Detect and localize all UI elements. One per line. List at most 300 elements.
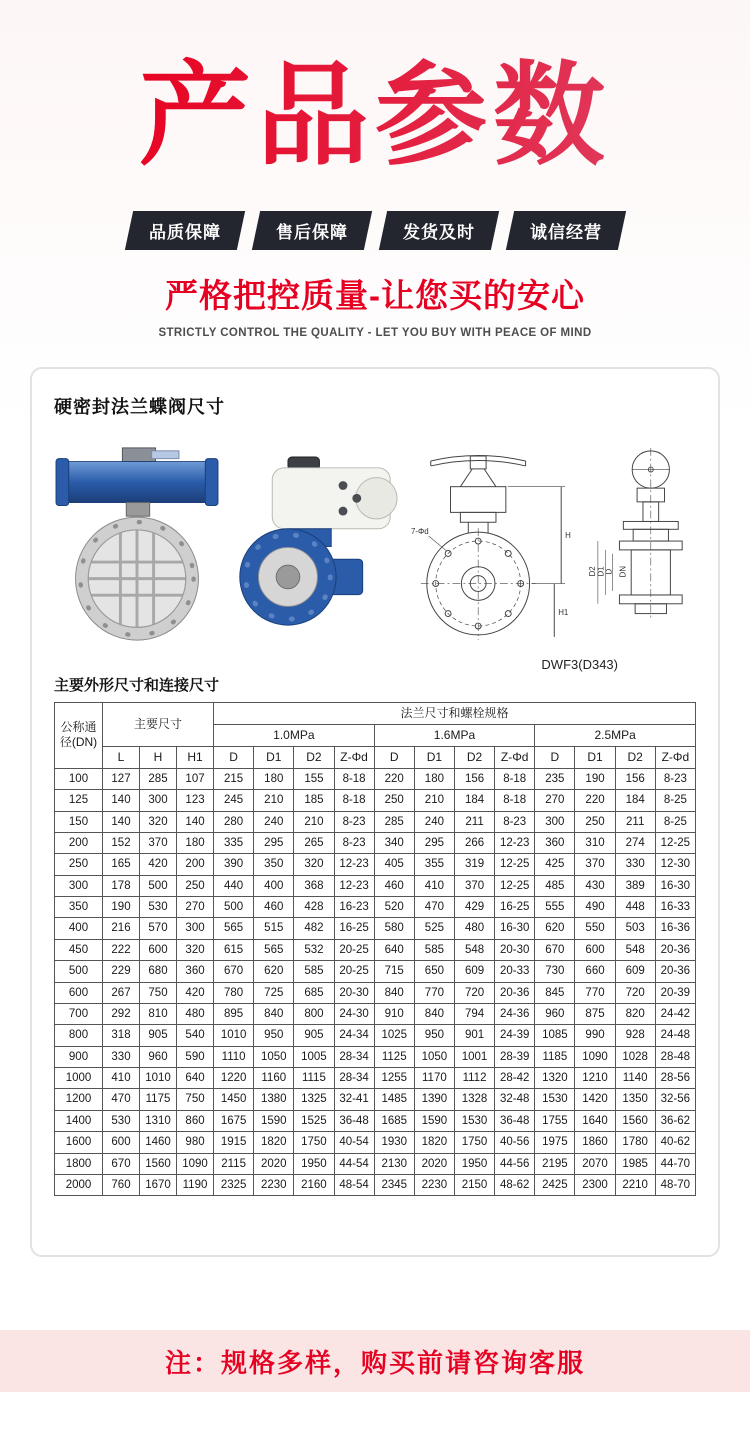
table-cell: 585 xyxy=(414,939,454,960)
table-cell: 156 xyxy=(454,768,494,789)
table-cell: 730 xyxy=(535,961,575,982)
table-cell: 16-36 xyxy=(655,918,695,939)
table-cell: 340 xyxy=(374,832,414,853)
table-cell: 211 xyxy=(454,811,494,832)
table-cell: 24-48 xyxy=(655,1025,695,1046)
table-cell: 1915 xyxy=(214,1132,254,1153)
table-cell: 1200 xyxy=(55,1089,103,1110)
table-cell: 485 xyxy=(535,875,575,896)
table-cell: 127 xyxy=(103,768,140,789)
table-cell: 670 xyxy=(103,1153,140,1174)
table-cell: 570 xyxy=(140,918,177,939)
column-header: D xyxy=(374,746,414,768)
table-cell: 2425 xyxy=(535,1174,575,1195)
table-cell: 1755 xyxy=(535,1110,575,1131)
table-cell: 895 xyxy=(214,1003,254,1024)
table-cell: 360 xyxy=(535,832,575,853)
table-cell: 24-36 xyxy=(495,1003,535,1024)
table-cell: 44-70 xyxy=(655,1153,695,1174)
table-cell: 2000 xyxy=(55,1174,103,1195)
table-cell: 503 xyxy=(615,918,655,939)
table-cell: 410 xyxy=(414,875,454,896)
table-cell: 350 xyxy=(55,897,103,918)
table-row xyxy=(55,1089,696,1110)
table-cell: 12-25 xyxy=(495,875,535,896)
bolt-note-label: 7-Φd xyxy=(411,526,429,536)
table-cell: 1590 xyxy=(414,1110,454,1131)
column-header: D2 xyxy=(454,746,494,768)
table-cell: 310 xyxy=(575,832,615,853)
table-cell: 320 xyxy=(140,811,177,832)
table-cell: 720 xyxy=(615,982,655,1003)
table-cell: 229 xyxy=(103,961,140,982)
pneumatic-valve-photo xyxy=(54,444,220,644)
table-cell: 280 xyxy=(214,811,254,832)
table-cell: 428 xyxy=(294,897,334,918)
table-cell: 1010 xyxy=(214,1025,254,1046)
table-cell: 330 xyxy=(615,854,655,875)
table-body xyxy=(55,768,696,1196)
subtitle: 严格把控质量-让您买的安心 xyxy=(165,276,585,314)
table-cell: 429 xyxy=(454,897,494,918)
table-cell: 1685 xyxy=(374,1110,414,1131)
table-cell: 20-36 xyxy=(495,982,535,1003)
table-cell: 44-54 xyxy=(334,1153,374,1174)
table-cell: 48-70 xyxy=(655,1174,695,1195)
table-cell: 300 xyxy=(140,790,177,811)
table-cell: 470 xyxy=(414,897,454,918)
table-cell: 210 xyxy=(254,790,294,811)
table-cell: 165 xyxy=(103,854,140,875)
table-cell: 609 xyxy=(454,961,494,982)
table-cell: 370 xyxy=(140,832,177,853)
table-cell: 274 xyxy=(615,832,655,853)
table-cell: 770 xyxy=(575,982,615,1003)
table-cell: 36-48 xyxy=(334,1110,374,1131)
table-cell: 1175 xyxy=(140,1089,177,1110)
table-cell: 900 xyxy=(55,1046,103,1067)
table-cell: 800 xyxy=(294,1003,334,1024)
table-row xyxy=(55,854,696,875)
table-cell: 2325 xyxy=(214,1174,254,1195)
table-cell: 265 xyxy=(294,832,334,853)
table-cell: 8-23 xyxy=(495,811,535,832)
table-cell: 300 xyxy=(177,918,214,939)
table-cell: 1525 xyxy=(294,1110,334,1131)
table-cell: 16-23 xyxy=(334,897,374,918)
table-cell: 840 xyxy=(254,1003,294,1024)
dim-d1-label: D1 xyxy=(596,566,606,577)
table-head xyxy=(55,702,696,768)
table-cell: 32-41 xyxy=(334,1089,374,1110)
table-cell: 700 xyxy=(55,1003,103,1024)
table-cell: 8-18 xyxy=(334,768,374,789)
table-cell: 600 xyxy=(103,1132,140,1153)
table-cell: 600 xyxy=(575,939,615,960)
table-cell: 2115 xyxy=(214,1153,254,1174)
table-cell: 360 xyxy=(177,961,214,982)
table-cell: 8-23 xyxy=(655,768,695,789)
table-cell: 670 xyxy=(214,961,254,982)
table-cell: 1485 xyxy=(374,1089,414,1110)
badge xyxy=(251,211,371,250)
table-cell: 1530 xyxy=(454,1110,494,1131)
table-cell: 267 xyxy=(103,982,140,1003)
table-cell: 905 xyxy=(140,1025,177,1046)
table-row xyxy=(55,1068,696,1089)
table-cell: 1950 xyxy=(454,1153,494,1174)
col-header-dn: 公称通径(DN) xyxy=(55,702,103,768)
table-cell: 295 xyxy=(414,832,454,853)
table-cell: 609 xyxy=(615,961,655,982)
table-cell: 20-36 xyxy=(655,939,695,960)
table-cell: 660 xyxy=(575,961,615,982)
table-cell: 1255 xyxy=(374,1068,414,1089)
table-cell: 1420 xyxy=(575,1089,615,1110)
table-cell: 180 xyxy=(177,832,214,853)
table-cell: 180 xyxy=(414,768,454,789)
table-cell: 1820 xyxy=(254,1132,294,1153)
table-cell: 1380 xyxy=(254,1089,294,1110)
table-cell: 12-23 xyxy=(495,832,535,853)
badge xyxy=(505,211,625,250)
badge-label: 售后保障 xyxy=(275,222,348,242)
table-cell: 1185 xyxy=(535,1046,575,1067)
badge-label: 诚信经营 xyxy=(529,222,602,242)
column-header: H xyxy=(140,746,177,768)
table-cell: 210 xyxy=(294,811,334,832)
table-cell: 28-39 xyxy=(495,1046,535,1067)
table-cell: 860 xyxy=(177,1110,214,1131)
table-cell: 600 xyxy=(140,939,177,960)
table-cell: 12-23 xyxy=(334,875,374,896)
table-cell: 450 xyxy=(55,939,103,960)
table-cell: 1085 xyxy=(535,1025,575,1046)
column-header: Z-Φd xyxy=(334,746,374,768)
table-row xyxy=(55,875,696,896)
table-cell: 590 xyxy=(177,1046,214,1067)
table-row xyxy=(55,1046,696,1067)
table-cell: 1860 xyxy=(575,1132,615,1153)
table-cell: 320 xyxy=(294,854,334,875)
table-cell: 1350 xyxy=(615,1089,655,1110)
table-cell: 152 xyxy=(103,832,140,853)
electric-valve-photo xyxy=(229,455,401,632)
badge xyxy=(378,211,498,250)
table-cell: 2210 xyxy=(615,1174,655,1195)
table-cell: 250 xyxy=(177,875,214,896)
table-cell: 2230 xyxy=(254,1174,294,1195)
table-cell: 20-36 xyxy=(655,961,695,982)
table-cell: 1820 xyxy=(414,1132,454,1153)
table-cell: 20-30 xyxy=(334,982,374,1003)
table-cell: 840 xyxy=(374,982,414,1003)
table-cell: 335 xyxy=(214,832,254,853)
table-cell: 1140 xyxy=(615,1068,655,1089)
table-cell: 840 xyxy=(414,1003,454,1024)
table-cell: 1090 xyxy=(575,1046,615,1067)
table-cell: 400 xyxy=(254,875,294,896)
table-cell: 8-25 xyxy=(655,790,695,811)
table-cell: 540 xyxy=(177,1025,214,1046)
table-cell: 2130 xyxy=(374,1153,414,1174)
table-cell: 1400 xyxy=(55,1110,103,1131)
table-cell: 1390 xyxy=(414,1089,454,1110)
table-cell: 250 xyxy=(374,790,414,811)
table-cell: 760 xyxy=(103,1174,140,1195)
table-cell: 285 xyxy=(140,768,177,789)
table-cell: 1675 xyxy=(214,1110,254,1131)
table-cell: 1560 xyxy=(140,1153,177,1174)
table-cell: 500 xyxy=(140,875,177,896)
table-cell: 24-30 xyxy=(334,1003,374,1024)
table-cell: 20-33 xyxy=(495,961,535,982)
table-cell: 1328 xyxy=(454,1089,494,1110)
column-header: L xyxy=(103,746,140,768)
table-cell: 600 xyxy=(55,982,103,1003)
table-cell: 44-56 xyxy=(495,1153,535,1174)
col-header-pressure-10: 1.0MPa xyxy=(214,724,375,746)
table-row xyxy=(55,811,696,832)
table-cell: 550 xyxy=(575,918,615,939)
table-cell: 222 xyxy=(103,939,140,960)
table-cell: 1640 xyxy=(575,1110,615,1131)
table-cell: 370 xyxy=(454,875,494,896)
table-cell: 460 xyxy=(254,897,294,918)
table-cell: 990 xyxy=(575,1025,615,1046)
column-header: D xyxy=(214,746,254,768)
table-cell: 1325 xyxy=(294,1089,334,1110)
table-cell: 250 xyxy=(575,811,615,832)
table-cell: 40-54 xyxy=(334,1132,374,1153)
table-cell: 240 xyxy=(414,811,454,832)
dim-h-label: H xyxy=(565,530,572,540)
table-cell: 1010 xyxy=(140,1068,177,1089)
table-cell: 820 xyxy=(615,1003,655,1024)
table-cell: 220 xyxy=(374,768,414,789)
product-images xyxy=(54,433,696,655)
table-cell: 548 xyxy=(454,939,494,960)
table-cell: 1025 xyxy=(374,1025,414,1046)
table-cell: 2160 xyxy=(294,1174,334,1195)
table-cell: 715 xyxy=(374,961,414,982)
table-cell: 8-18 xyxy=(495,768,535,789)
table-cell: 123 xyxy=(177,790,214,811)
column-header: D2 xyxy=(615,746,655,768)
table-cell: 210 xyxy=(414,790,454,811)
table-cell: 875 xyxy=(575,1003,615,1024)
table-cell: 950 xyxy=(414,1025,454,1046)
table-cell: 318 xyxy=(103,1025,140,1046)
table-cell: 300 xyxy=(55,875,103,896)
table-cell: 2020 xyxy=(414,1153,454,1174)
table-row xyxy=(55,982,696,1003)
spec-card xyxy=(30,367,720,1257)
table-cell: 1780 xyxy=(615,1132,655,1153)
table-cell: 156 xyxy=(615,768,655,789)
col-header-pressure-25: 2.5MPa xyxy=(535,724,696,746)
table-cell: 140 xyxy=(103,790,140,811)
table-cell: 107 xyxy=(177,768,214,789)
table-cell: 720 xyxy=(454,982,494,1003)
dim-d2-label: D2 xyxy=(587,566,597,577)
table-row xyxy=(55,1110,696,1131)
table-cell: 750 xyxy=(177,1089,214,1110)
table-cell: 370 xyxy=(575,854,615,875)
table-cell: 1110 xyxy=(214,1046,254,1067)
table-cell: 400 xyxy=(55,918,103,939)
column-header: D1 xyxy=(254,746,294,768)
col-header-pressure-16: 1.6MPa xyxy=(374,724,535,746)
table-row xyxy=(55,918,696,939)
model-label: DWF3(D343) xyxy=(541,656,618,672)
table-cell: 389 xyxy=(615,875,655,896)
table-cell: 1090 xyxy=(177,1153,214,1174)
table-cell: 794 xyxy=(454,1003,494,1024)
col-header-flange: 法兰尺寸和螺栓规格 xyxy=(214,702,696,724)
badge-row xyxy=(0,211,750,250)
column-header: D1 xyxy=(414,746,454,768)
table-cell: 525 xyxy=(414,918,454,939)
table-cell: 440 xyxy=(214,875,254,896)
table-cell: 2020 xyxy=(254,1153,294,1174)
table-cell: 448 xyxy=(615,897,655,918)
table-cell: 235 xyxy=(535,768,575,789)
table-cell: 319 xyxy=(454,854,494,875)
column-header: D2 xyxy=(294,746,334,768)
table-cell: 12-25 xyxy=(655,832,695,853)
table-cell: 530 xyxy=(140,897,177,918)
table-cell: 1590 xyxy=(254,1110,294,1131)
col-header-main-dims: 主要尺寸 xyxy=(103,702,214,746)
table-cell: 12-30 xyxy=(655,854,695,875)
table-row xyxy=(55,961,696,982)
table-cell: 1170 xyxy=(414,1068,454,1089)
table-cell: 2070 xyxy=(575,1153,615,1174)
table-cell: 548 xyxy=(615,939,655,960)
table-cell: 1005 xyxy=(294,1046,334,1067)
column-header: H1 xyxy=(177,746,214,768)
table-cell: 1050 xyxy=(414,1046,454,1067)
table-cell: 1000 xyxy=(55,1068,103,1089)
table-cell: 960 xyxy=(535,1003,575,1024)
table-cell: 670 xyxy=(535,939,575,960)
table-cell: 240 xyxy=(254,811,294,832)
table-cell: 1050 xyxy=(254,1046,294,1067)
table-cell: 20-30 xyxy=(495,939,535,960)
table-cell: 36-48 xyxy=(495,1110,535,1131)
table-cell: 425 xyxy=(535,854,575,875)
valve-front-drawing xyxy=(409,445,577,643)
table-cell: 620 xyxy=(535,918,575,939)
table-cell: 950 xyxy=(254,1025,294,1046)
table-cell: 555 xyxy=(535,897,575,918)
table-cell: 28-48 xyxy=(655,1046,695,1067)
table-cell: 184 xyxy=(615,790,655,811)
table-cell: 1750 xyxy=(454,1132,494,1153)
footer-note-text: 注：规格多样，购买前请咨询客服 xyxy=(164,1347,585,1378)
table-cell: 20-25 xyxy=(334,961,374,982)
column-labels-row xyxy=(55,746,696,768)
table-cell: 420 xyxy=(177,982,214,1003)
table-cell: 585 xyxy=(294,961,334,982)
table-cell: 1600 xyxy=(55,1132,103,1153)
table-cell: 300 xyxy=(535,811,575,832)
table-cell: 1750 xyxy=(294,1132,334,1153)
table-cell: 190 xyxy=(103,897,140,918)
table-cell: 12-23 xyxy=(334,854,374,875)
table-cell: 2195 xyxy=(535,1153,575,1174)
dimension-table xyxy=(54,702,696,1197)
table-cell: 368 xyxy=(294,875,334,896)
table-cell: 350 xyxy=(254,854,294,875)
table-cell: 185 xyxy=(294,790,334,811)
table-cell: 28-42 xyxy=(495,1068,535,1089)
table-cell: 500 xyxy=(214,897,254,918)
table-cell: 405 xyxy=(374,854,414,875)
table-cell: 24-34 xyxy=(334,1025,374,1046)
table-cell: 1560 xyxy=(615,1110,655,1131)
table-cell: 250 xyxy=(55,854,103,875)
table-cell: 520 xyxy=(374,897,414,918)
table-cell: 330 xyxy=(103,1046,140,1067)
table-cell: 565 xyxy=(214,918,254,939)
table-row xyxy=(55,790,696,811)
table-cell: 16-33 xyxy=(655,897,695,918)
table-cell: 8-18 xyxy=(334,790,374,811)
table-cell: 178 xyxy=(103,875,140,896)
table-cell: 24-39 xyxy=(495,1025,535,1046)
table-row xyxy=(55,1003,696,1024)
table-cell: 470 xyxy=(103,1089,140,1110)
table-cell: 292 xyxy=(103,1003,140,1024)
table-cell: 1530 xyxy=(535,1089,575,1110)
dim-h1-label: H1 xyxy=(558,607,569,617)
table-cell: 12-25 xyxy=(495,854,535,875)
table-cell: 640 xyxy=(177,1068,214,1089)
table-cell: 28-56 xyxy=(655,1068,695,1089)
table-cell: 800 xyxy=(55,1025,103,1046)
table-cell: 355 xyxy=(414,854,454,875)
table-cell: 216 xyxy=(103,918,140,939)
table-cell: 420 xyxy=(140,854,177,875)
column-header: D xyxy=(535,746,575,768)
table-cell: 8-23 xyxy=(334,811,374,832)
table-cell: 24-42 xyxy=(655,1003,695,1024)
table-cell: 211 xyxy=(615,811,655,832)
table-cell: 200 xyxy=(177,854,214,875)
table-cell: 460 xyxy=(374,875,414,896)
table-cell: 480 xyxy=(177,1003,214,1024)
table-cell: 770 xyxy=(414,982,454,1003)
table-cell: 1160 xyxy=(254,1068,294,1089)
table-cell: 16-25 xyxy=(334,918,374,939)
table-cell: 1800 xyxy=(55,1153,103,1174)
table-cell: 16-30 xyxy=(495,918,535,939)
table-cell: 1950 xyxy=(294,1153,334,1174)
table-title: 主要外形尺寸和连接尺寸 xyxy=(54,676,220,694)
badge xyxy=(124,211,244,250)
table-cell: 40-56 xyxy=(495,1132,535,1153)
table-row xyxy=(55,1174,696,1195)
table-cell: 650 xyxy=(414,961,454,982)
table-row xyxy=(55,1153,696,1174)
table-cell: 125 xyxy=(55,790,103,811)
table-cell: 640 xyxy=(374,939,414,960)
table-cell: 1115 xyxy=(294,1068,334,1089)
table-cell: 1320 xyxy=(535,1068,575,1089)
table-cell: 40-62 xyxy=(655,1132,695,1153)
